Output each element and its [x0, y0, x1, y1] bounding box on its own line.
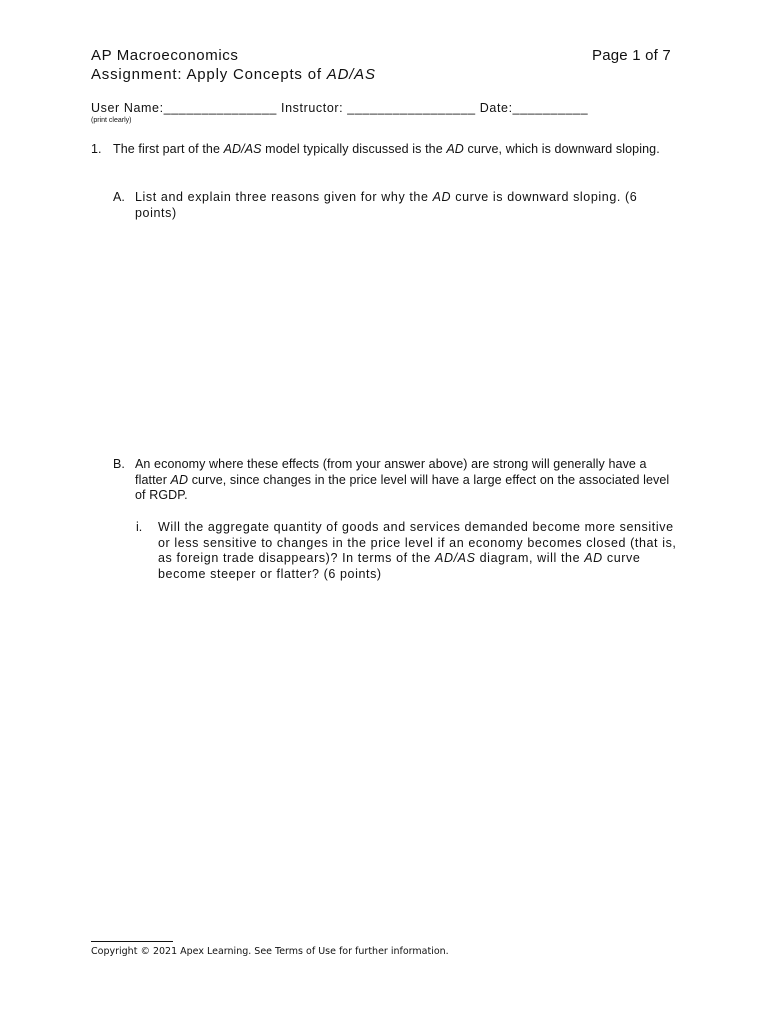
course-title: AP Macroeconomics [91, 47, 239, 64]
question-1b-text [135, 457, 675, 504]
assignment-title-prefix: Assignment: Apply Concepts of [91, 66, 327, 83]
q1-text-part: curve, which is downward sloping. [463, 142, 660, 156]
instructor-label: Instructor: [276, 101, 348, 115]
q1bi-text-part: Will the aggregate quantity of goods and services demanded become more sensitive or less sensitive to changes in the price level if an economy becomes closed (that is, as foreign trade disappears)? In terms of the [158, 520, 677, 565]
question-1b-i-label: i. [136, 520, 143, 534]
question-1a-label: A. [113, 190, 125, 204]
user-name-blank[interactable]: _______________ [163, 101, 277, 115]
q1bi-text-part: curve become steeper or flatter? (6 points) [158, 551, 641, 581]
page-indicator: Page 1 of 7 [592, 47, 671, 64]
q1-em-curve: AD [446, 142, 464, 156]
question-1-number: 1. [91, 142, 102, 156]
user-name-label: User Name: [91, 101, 164, 115]
date-label: Date: [475, 101, 513, 115]
q1-text-part: The first part of the [113, 142, 224, 156]
question-1b-i-text [158, 520, 678, 582]
q1b-text-part: An economy where these effects (from your answer above) are strong will generally have a flatter [135, 457, 647, 487]
student-info-line [91, 101, 588, 115]
footer-divider [91, 941, 173, 942]
assignment-title-model: AD/AS [326, 66, 376, 83]
print-clearly-note: (print clearly) [91, 117, 132, 124]
q1a-em-curve: AD [432, 190, 452, 204]
assignment-title [91, 66, 376, 83]
q1b-em-curve: AD [170, 472, 189, 487]
q1bi-text-part: diagram, will the [475, 551, 585, 565]
question-1b-label: B. [113, 457, 125, 471]
q1-em-model: AD/AS [223, 142, 262, 156]
q1a-text-part: curve is downward sloping. (6 points) [135, 190, 638, 220]
q1b-text-part: curve, since changes in the price level will have a large effect on the associated level of RGDP. [135, 472, 670, 502]
q1bi-em-curve: AD [584, 551, 603, 565]
question-1-text [113, 142, 683, 158]
copyright-notice: Copyright © 2021 Apex Learning. See Terms of Use for further information. [91, 946, 449, 957]
q1-text-part: model typically discussed is the [261, 142, 447, 156]
question-1a-text [135, 190, 665, 221]
instructor-blank[interactable]: _________________ [347, 101, 476, 115]
q1bi-em-model: AD/AS [435, 551, 476, 565]
date-blank[interactable]: __________ [512, 101, 589, 115]
q1a-text-part: List and explain three reasons given for why the [135, 190, 433, 204]
